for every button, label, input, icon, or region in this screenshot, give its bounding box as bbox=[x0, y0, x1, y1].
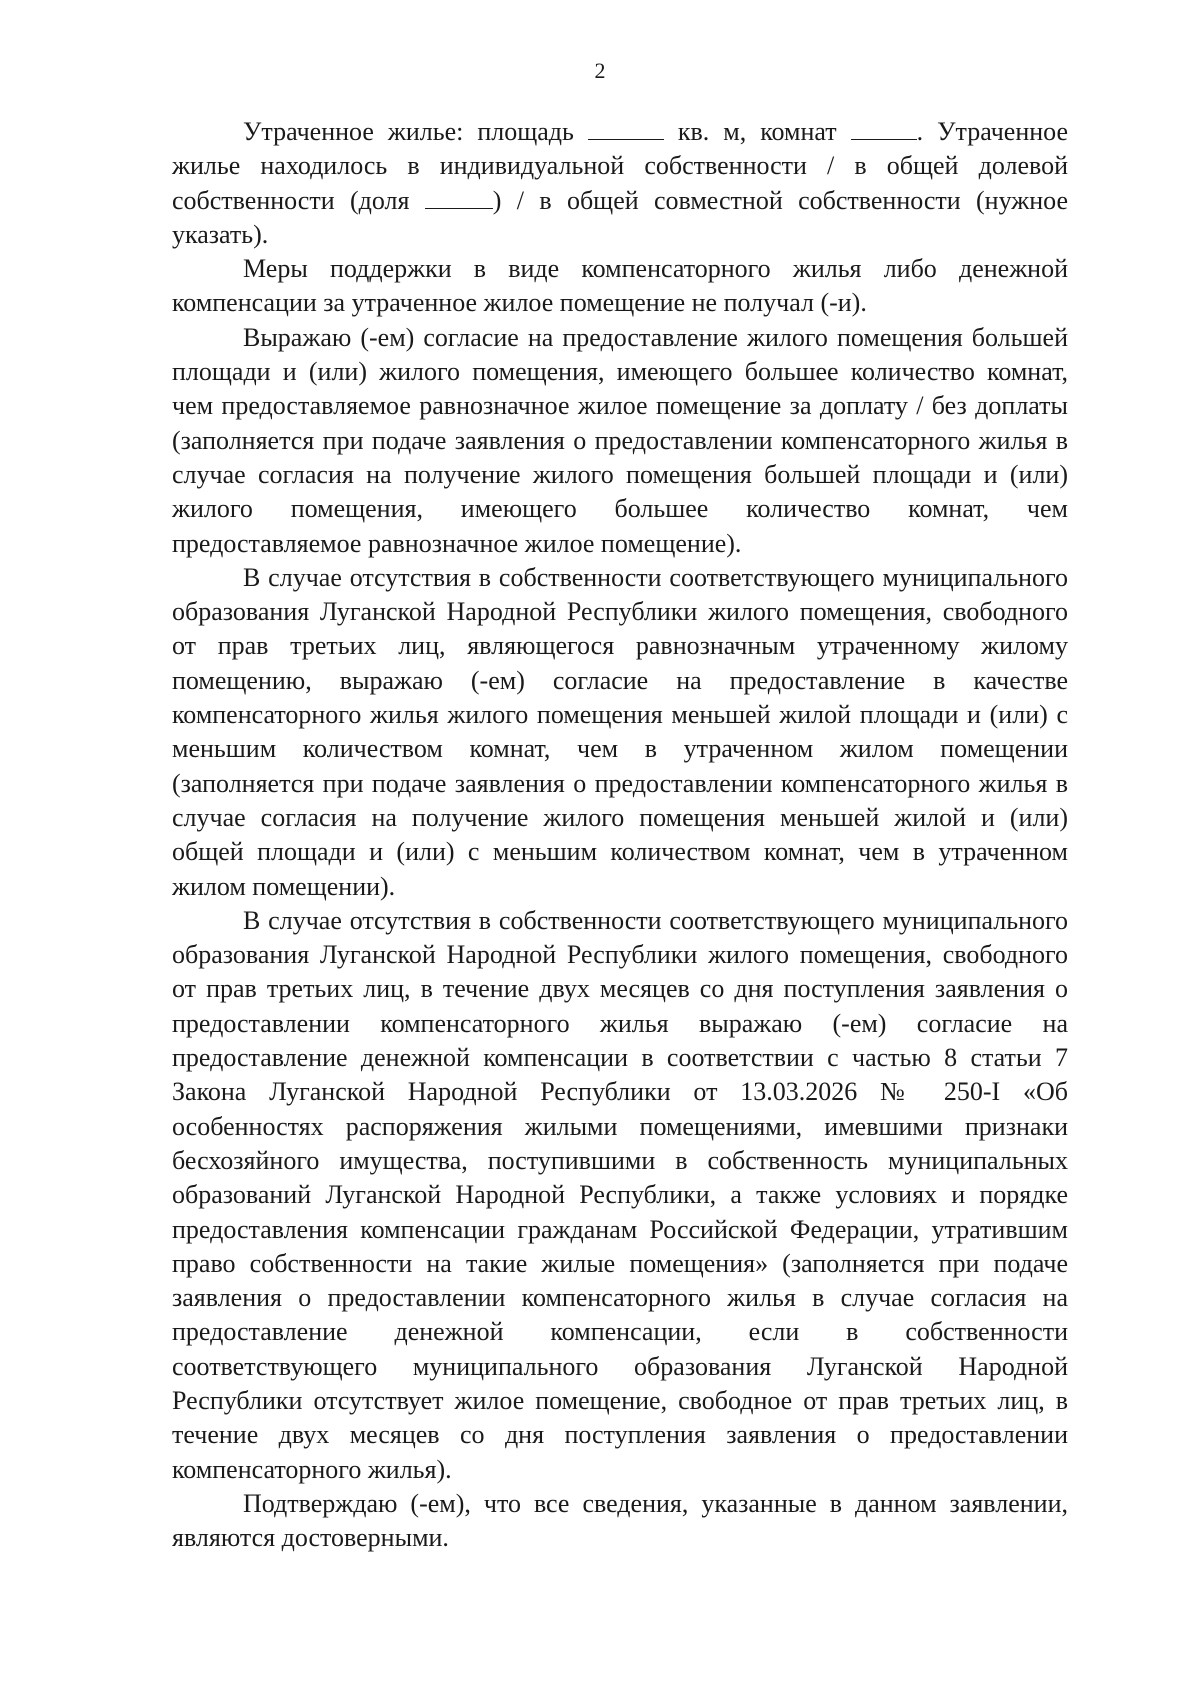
support-measures-paragraph: Меры поддержки в виде компенсаторного жилья либо денежной компенсации за утраченное жилое помещение не получал (-и). bbox=[172, 254, 1068, 318]
share-blank-field bbox=[425, 186, 493, 209]
page-number: 2 bbox=[594, 58, 606, 83]
lost-housing-text-c: . Утраченное жилье находилось в индивидуальной собственности / в общей долевой собственности (доля bbox=[172, 117, 1069, 215]
document-body bbox=[172, 115, 1068, 1555]
smaller-area-consent-paragraph: В случае отсутствия в собственности соответствующего муниципального образования Луганской Народной Республики жилого помещения, свободного от прав третьих лиц, являющегося равнозначным утраченному жилому помещению, выражаю (-ем) согласие на предоставление в качестве компенсаторного жилья жилого помещения меньшей жилой площади и (или) с меньшим количеством комнат, чем в утраченном жилом помещении (заполняется при подаче заявления о предоставлении компенсаторного жилья в случае согласия на получение жилого помещения меньшей жилой и (или) общей площади и (или) с меньшим количеством комнат, чем в утраченном жилом помещении). bbox=[172, 562, 1068, 901]
lost-housing-text-b: кв. м, комнат bbox=[663, 117, 851, 146]
lost-housing-paragraph bbox=[172, 115, 1068, 252]
lost-housing-text-a: Утраченное жилье: площадь bbox=[243, 117, 588, 146]
area-blank-field bbox=[588, 117, 664, 140]
monetary-compensation-consent-paragraph: В случае отсутствия в собственности соответствующего муниципального образования Луганской Народной Республики жилого помещения, свободного от прав третьих лиц, в течение двух месяцев со дня поступления заявления о предоставлении компенсаторного жилья выражаю (-ем) согласие на предоставление денежной компенсации в соответствии с частью 8 статьи 7 Закона Луганской Народной Республики от 13.03.2026 № 250-I «Об особенностях распоряжения жилыми помещениями, имевшими признаки бесхозяйного имущества, поступившими в собственность муниципальных образований Луганской Народной Республики, а также условиях и порядке предоставления компенсации гражданам Российской Федерации, утратившим право собственности на такие жилые помещения» (заполняется при подаче заявления о предоставлении компенсаторного жилья в случае согласия на предоставление денежной компенсации, если в собственности соответствующего муниципального образования Луганской Народной Республики отсутствует жилое помещение, свободное от прав третьих лиц, в течение двух месяцев со дня поступления заявления о предоставлении компенсаторного жилья). bbox=[172, 905, 1068, 1484]
rooms-blank-field bbox=[851, 117, 917, 140]
lost-housing-text-d: ) / в общей совместной собственности (нужное указать). bbox=[172, 185, 1068, 249]
larger-area-consent-paragraph: Выражаю (-ем) согласие на предоставление жилого помещения большей площади и (или) жилого помещения, имеющего большее количество комнат, чем предоставляемое равнозначное жилое помещение за доплату / без доплаты (заполняется при подаче заявления о предоставлении компенсаторного жилья в случае согласия на получение жилого помещения большей площади и (или) жилого помещения, имеющего большее количество комнат, чем предоставляемое равнозначное жилое помещение). bbox=[172, 322, 1068, 558]
confirmation-paragraph: Подтверждаю (-ем), что все сведения, указанные в данном заявлении, являются достоверными. bbox=[172, 1488, 1068, 1553]
